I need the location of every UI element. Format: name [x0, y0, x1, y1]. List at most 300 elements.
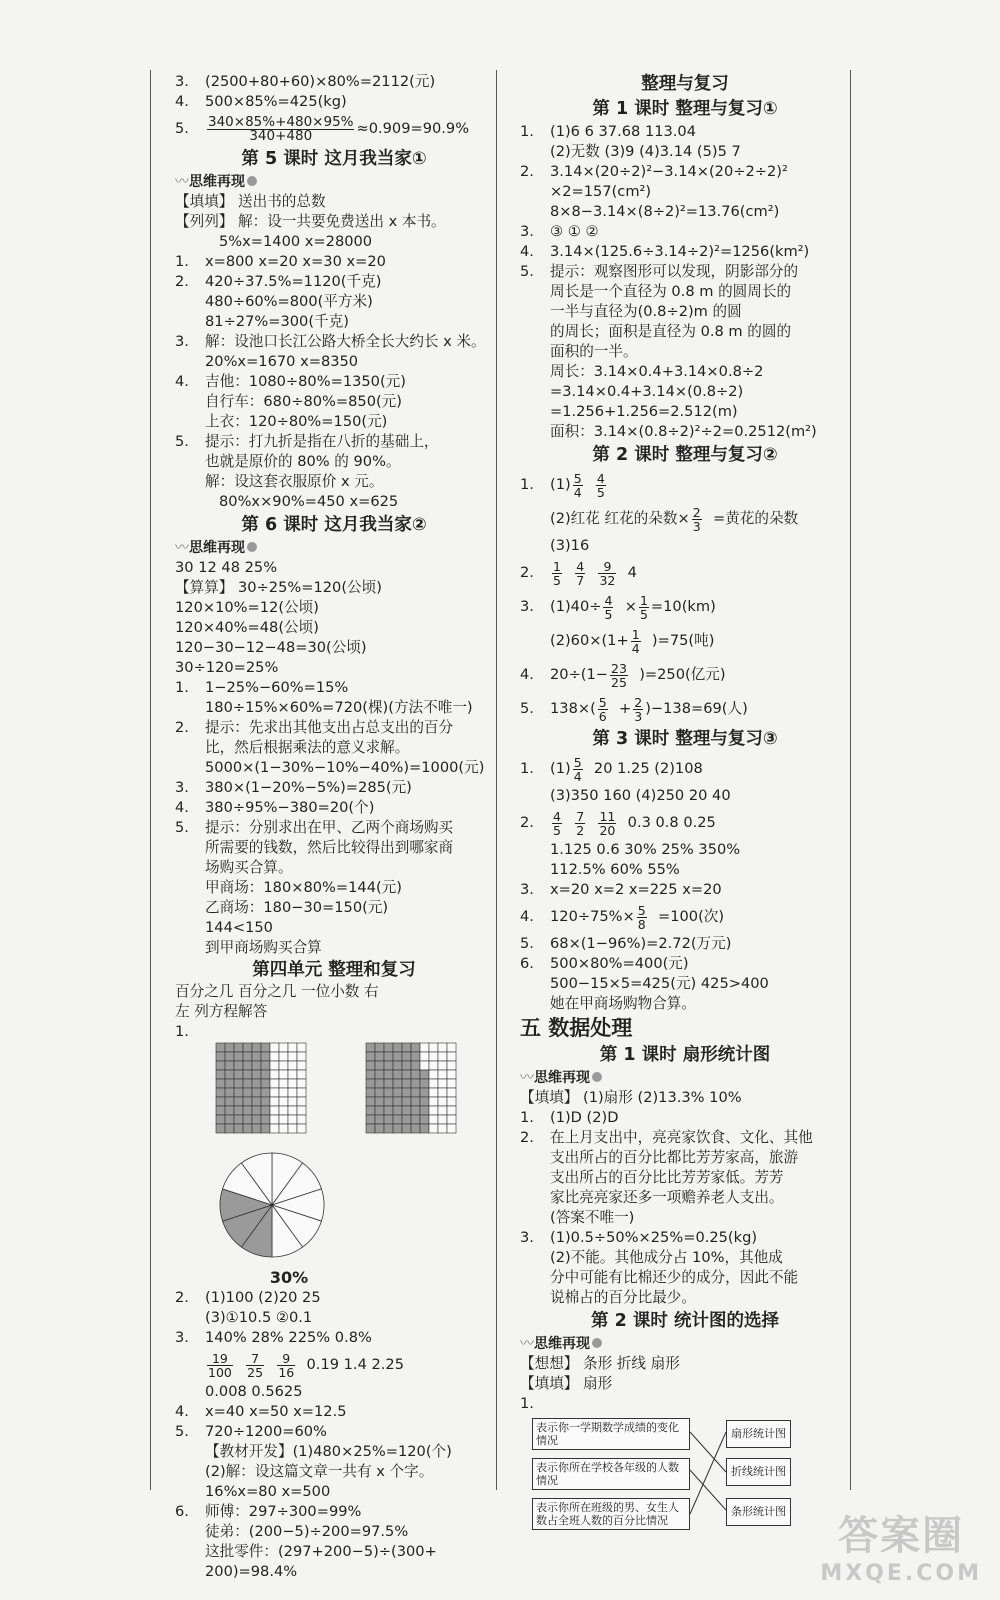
grid-cell: [261, 1088, 270, 1097]
item-number: 4.: [520, 908, 534, 925]
grid-cell: [279, 1097, 288, 1106]
denominator: 2: [576, 822, 585, 838]
think-review-heading: [175, 538, 493, 558]
hundred-grid-figures: [175, 1042, 493, 1142]
answer-item: [520, 934, 850, 954]
answer-line: 解：设这套衣服原价 x 元。: [205, 473, 384, 490]
ball-icon: [592, 1338, 602, 1348]
answer-item: [520, 1394, 850, 1414]
think-review-heading: [520, 1068, 850, 1088]
denominator: 5: [604, 606, 613, 622]
grid-cell: [429, 1070, 438, 1079]
answer-line: 112.5% 60% 55%: [550, 861, 680, 878]
grid-cell: [270, 1043, 279, 1052]
item-number: 2.: [520, 814, 534, 831]
item-number: 3.: [520, 1229, 534, 1246]
grid-cell: [216, 1115, 225, 1124]
item-text: 720÷1200=60%: [205, 1423, 327, 1440]
item-number: 2.: [520, 1129, 534, 1146]
answer-line: 【算算】 30÷25%=120(公顷): [175, 579, 382, 596]
grid-cell: [384, 1106, 393, 1115]
grid-cell: [279, 1088, 288, 1097]
fraction: [637, 904, 647, 931]
denominator: 340+480: [249, 127, 313, 144]
item-text: 提示：打九折是指在八折的基础上，: [205, 433, 439, 450]
grid-cell: [234, 1052, 243, 1061]
grid-cell: [234, 1079, 243, 1088]
answer-line: 这批零件：(297+200−5)÷(300+: [205, 1543, 437, 1560]
grid-cell: [393, 1052, 402, 1061]
grid-cell: [297, 1106, 306, 1115]
answer-item: [520, 752, 850, 786]
item-number: 5.: [520, 263, 534, 280]
grid-cell: [447, 1097, 456, 1106]
answer-item: [520, 1108, 850, 1128]
item-text: 420÷37.5%=1120(千克): [205, 273, 382, 290]
item-text: (2)60×(1+: [550, 632, 629, 649]
grid-cell: [234, 1088, 243, 1097]
grid-cell: [243, 1052, 252, 1061]
item-text: =黄花的朵数: [712, 510, 799, 527]
grid-cell: [243, 1097, 252, 1106]
grid-cell: [411, 1106, 420, 1115]
grid-cell: [297, 1097, 306, 1106]
grid-cell: [234, 1124, 243, 1133]
answer-line: 30 12 48 25%: [175, 559, 278, 576]
grid-cell: [225, 1079, 234, 1088]
answer-line: 甲商场：180×80%=144(元): [205, 879, 402, 896]
answer-line: (答案不唯一): [550, 1209, 635, 1226]
answer-item: [175, 718, 493, 738]
grid-cell: [270, 1079, 279, 1088]
grid-cell: [252, 1124, 261, 1133]
fraction: [575, 560, 585, 587]
grid-cell: [384, 1079, 393, 1088]
answer-item: [520, 122, 850, 142]
item-text: )−138=69(人): [645, 700, 748, 717]
grid-cell: [411, 1061, 420, 1070]
answer-line: 120−30−12−48=30(公顷): [175, 639, 367, 656]
ball-icon: [247, 542, 257, 552]
grid-cell: [297, 1061, 306, 1070]
grid-cell: [261, 1070, 270, 1079]
grid-cell: [279, 1124, 288, 1133]
answer-item: [520, 954, 850, 974]
grid-cell: [438, 1043, 447, 1052]
grid-cell: [234, 1043, 243, 1052]
answer-line: 说棉占的百分比最少。: [550, 1289, 696, 1306]
item-number: 2.: [520, 564, 534, 581]
answer-item: [520, 502, 850, 536]
grid-cell: [225, 1097, 234, 1106]
fraction: [207, 1352, 233, 1379]
numerator: 11: [599, 808, 616, 824]
item-text: 380÷95%−380=20(个): [205, 799, 375, 816]
think-review-heading: [175, 172, 493, 192]
grid-cell: [252, 1088, 261, 1097]
numerator: 2: [634, 694, 643, 710]
grid-cell: [216, 1052, 225, 1061]
answer-item: [175, 332, 493, 352]
grid-cell: [366, 1106, 375, 1115]
grid-cell: [243, 1088, 252, 1097]
numerator: 4: [576, 558, 585, 574]
item-number: 2.: [175, 273, 189, 290]
numerator: 5: [598, 694, 607, 710]
answer-line: 8×8−3.14×(8÷2)²=13.76(cm²): [550, 203, 780, 220]
think-review-label: 思维再现: [189, 174, 245, 190]
answer-line: 1.125 0.6 30% 25% 350%: [550, 841, 741, 858]
grid-cell: [243, 1106, 252, 1115]
grid-cell: [279, 1052, 288, 1061]
answer-line: 自行车：680÷80%=850(元): [205, 393, 402, 410]
lesson-title: 第 1 课时 扇形统计图: [599, 1045, 771, 1065]
item-text: 师傅：297÷300=99%: [205, 1503, 362, 1520]
grid-cell: [438, 1052, 447, 1061]
grid-cell: [384, 1052, 393, 1061]
answer-line: 【填填】 送出书的总数: [175, 193, 326, 210]
chapter-title: 五 数据处理: [520, 1016, 633, 1040]
right-answer-column: [520, 72, 850, 1536]
grid-cell: [216, 1079, 225, 1088]
grid-cell: [411, 1088, 420, 1097]
fraction: [598, 560, 616, 587]
grid-cell: [252, 1043, 261, 1052]
answer-item: [175, 1402, 493, 1422]
operator: +: [619, 700, 632, 717]
left-answer-column: [175, 72, 493, 1582]
swirl-icon: 〰: [520, 1336, 534, 1352]
grid-cell: [393, 1079, 402, 1088]
item-number: 1.: [520, 760, 534, 777]
column-divider-middle: [496, 70, 497, 1490]
grid-cell: [216, 1043, 225, 1052]
item-number: 1.: [175, 679, 189, 696]
grid-cell: [420, 1079, 429, 1088]
item-text: 500×85%=425(kg): [205, 93, 347, 110]
item-text: 120÷75%×: [550, 908, 635, 925]
grid-cell: [438, 1097, 447, 1106]
match-line: [690, 1470, 726, 1510]
think-review-heading: [520, 1334, 850, 1354]
answer-line: 乙商场：180−30=150(元): [205, 899, 389, 916]
think-review-label: 思维再现: [534, 1070, 590, 1086]
grid-cell: [384, 1043, 393, 1052]
grid-cell: [411, 1079, 420, 1088]
item-number: 3.: [520, 223, 534, 240]
grid-cell: [375, 1106, 384, 1115]
grid-cell: [375, 1079, 384, 1088]
numerator: 1: [639, 592, 648, 608]
fraction: [573, 472, 583, 499]
grid-cell: [243, 1061, 252, 1070]
fraction: [631, 628, 641, 655]
item-number: 1.: [520, 123, 534, 140]
unit-title: 整理与复习: [641, 74, 729, 94]
denominator: 32: [599, 572, 616, 588]
numerator: 1: [631, 626, 640, 642]
answer-line: 徒弟：(200−5)÷200=97.5%: [205, 1523, 409, 1540]
grid-cell: [270, 1106, 279, 1115]
item-text: 140% 28% 225% 0.8%: [205, 1329, 372, 1346]
grid-cell: [288, 1106, 297, 1115]
item-number: 3.: [175, 333, 189, 350]
lesson-title: 第 2 课时 整理与复习②: [592, 445, 778, 465]
answer-item: [175, 1502, 493, 1522]
grid-cell: [225, 1088, 234, 1097]
grid-cell: [252, 1079, 261, 1088]
match-lines: [520, 1414, 820, 1536]
grid-cell: [261, 1052, 270, 1061]
grid-cell: [393, 1115, 402, 1124]
item-number: 5.: [175, 433, 189, 450]
grid-cell: [420, 1061, 429, 1070]
lesson-title: 第 1 课时 整理与复习①: [592, 99, 778, 119]
grid-cell: [270, 1097, 279, 1106]
numerator: 7: [246, 1352, 264, 1366]
item-number: 1.: [175, 1023, 189, 1040]
grid-cell: [243, 1115, 252, 1124]
answer-line: 180÷15%×60%=720(棵)(方法不唯一): [205, 699, 473, 716]
item-text: 提示：先求出其他支出占总支出的百分: [205, 719, 454, 736]
answer-item: [520, 658, 850, 692]
numerator: 23: [611, 660, 627, 676]
grid-cell: [297, 1124, 306, 1133]
fraction: [598, 810, 616, 837]
fraction: [596, 472, 606, 499]
grid-cell: [429, 1043, 438, 1052]
grid-cell: [447, 1052, 456, 1061]
answer-line: 比，然后根据乘法的意义求解。: [205, 739, 410, 756]
answer-line: 支出所占的百分比比芳芳家低。芳芳: [550, 1169, 784, 1186]
item-text: 20÷(1−: [550, 666, 609, 683]
denominator: 25: [247, 1364, 264, 1380]
swirl-icon: 〰: [520, 1070, 534, 1086]
answer-item: [520, 624, 850, 658]
item-number: 4.: [520, 666, 534, 683]
answer-line: =1.256+1.256=2.512(m): [550, 403, 738, 420]
item-number: 5.: [175, 819, 189, 836]
answer-item: [175, 92, 493, 112]
grid-cell: [420, 1043, 429, 1052]
item-text: 380×(1−20%−5%)=285(元): [205, 779, 412, 796]
answer-line: 20%x=1670 x=8350: [205, 353, 359, 370]
answer-line: 所需要的钱数，然后比较得出到哪家商: [205, 839, 454, 856]
grid-cell: [234, 1097, 243, 1106]
grid-cell: [402, 1061, 411, 1070]
fraction: [598, 696, 608, 723]
grid-cell: [366, 1061, 375, 1070]
item-number: 4.: [175, 1403, 189, 1420]
item-text: 1−25%−60%=15%: [205, 679, 349, 696]
grid-cell: [447, 1115, 456, 1124]
match-chart-type-box: 条形统计图: [726, 1498, 791, 1526]
item-text: x=20 x=2 x=225 x=20: [550, 881, 722, 898]
numerator: 2: [692, 504, 701, 520]
answer-item: [175, 1328, 493, 1348]
item-number: 3.: [520, 881, 534, 898]
denominator: 5: [553, 822, 561, 838]
answer-line: 面积：3.14×(0.8÷2)²÷2=0.2512(m²): [550, 423, 817, 440]
grid-cell: [216, 1070, 225, 1079]
grid-cell: [279, 1115, 288, 1124]
match-chart-type-box: 折线统计图: [726, 1458, 791, 1486]
grid-cell: [438, 1124, 447, 1133]
grid-cell: [261, 1079, 270, 1088]
grid-cell: [447, 1070, 456, 1079]
ball-icon: [247, 176, 257, 186]
grid-cell: [243, 1124, 252, 1133]
grid-cell: [420, 1097, 429, 1106]
grid-cell: [261, 1106, 270, 1115]
grid-cell: [243, 1043, 252, 1052]
grid-cell: [402, 1052, 411, 1061]
item-text: 68×(1−96%)=2.72(万元): [550, 935, 732, 952]
grid-cell: [420, 1115, 429, 1124]
grid-cell: [366, 1088, 375, 1097]
answer-item: [520, 1128, 850, 1148]
answer-item: [520, 692, 850, 726]
swirl-icon: 〰: [175, 540, 189, 556]
answer-line: 周长：3.14×0.4+3.14×0.8÷2: [550, 363, 764, 380]
grid-cell: [216, 1088, 225, 1097]
answer-line: 周长是一个直径为 0.8 m 的圆周长的: [550, 283, 792, 300]
think-review-label: 思维再现: [189, 540, 245, 556]
grid-cell: [420, 1052, 429, 1061]
numerator: 5: [637, 902, 646, 918]
item-text: (2)红花 红花的朵数×: [550, 510, 690, 527]
denominator: 3: [634, 708, 643, 724]
fraction: [610, 662, 628, 689]
item-number: 6.: [175, 1503, 189, 1520]
grid-cell: [375, 1115, 384, 1124]
hundred-grid-a: [215, 1042, 307, 1134]
grid-cell: [384, 1070, 393, 1079]
grid-cell: [288, 1052, 297, 1061]
fraction: [692, 506, 702, 533]
grid-cell: [270, 1052, 279, 1061]
column-divider-left: [150, 70, 151, 1490]
answer-line: (3)①10.5 ②0.1: [205, 1309, 313, 1326]
answer-item: [175, 678, 493, 698]
answer-line: (2)解：设这篇文章一共有 x 个字。: [205, 1463, 434, 1480]
numerator: 9: [598, 560, 616, 574]
answer-item: [175, 72, 493, 92]
grid-cell: [411, 1115, 420, 1124]
grid-cell: [366, 1079, 375, 1088]
item-number: 4.: [175, 799, 189, 816]
grid-cell: [438, 1106, 447, 1115]
grid-cell: [420, 1124, 429, 1133]
grid-cell: [252, 1115, 261, 1124]
item-text: 20 1.25 (2)108: [593, 760, 703, 777]
grid-cell: [288, 1097, 297, 1106]
answer-line: 80%x×90%=450 x=625: [219, 493, 399, 510]
grid-cell: [384, 1061, 393, 1070]
fraction: [639, 594, 649, 621]
grid-cell: [288, 1043, 297, 1052]
item-text: (1): [550, 476, 571, 493]
answer-line: 面积的一半。: [550, 343, 638, 360]
item-text: 解：设池口长江公路大桥全长大约长 x 米。: [205, 333, 486, 350]
grid-cell: [234, 1106, 243, 1115]
fraction: [573, 756, 583, 783]
grid-cell: [288, 1088, 297, 1097]
grid-cell: [288, 1079, 297, 1088]
fraction: [246, 1352, 264, 1379]
item-text: 提示：观察图形可以发现，阴影部分的: [550, 263, 799, 280]
grid-cell: [438, 1115, 447, 1124]
item-number: 3.: [175, 1329, 189, 1346]
grid-cell: [225, 1124, 234, 1133]
answer-item: [520, 806, 850, 840]
grid-cell: [393, 1043, 402, 1052]
answer-line: 120×40%=48(公顷): [175, 619, 319, 636]
matching-exercise: [520, 1414, 850, 1536]
grid-cell: [261, 1124, 270, 1133]
unit-title: 第四单元 整理和复习: [252, 960, 416, 980]
item-number: 1.: [520, 1395, 534, 1412]
answer-line: 左 列方程解答: [175, 1003, 268, 1020]
answer-item: [175, 818, 493, 838]
item-number: 3.: [175, 779, 189, 796]
denominator: 5: [596, 484, 605, 500]
denominator: 6: [598, 708, 607, 724]
item-text: 4: [627, 564, 637, 581]
grid-cell: [366, 1070, 375, 1079]
grid-cell: [375, 1124, 384, 1133]
grid-cell: [447, 1088, 456, 1097]
item-number: 2.: [520, 163, 534, 180]
item-number: 6.: [520, 955, 534, 972]
item-text: 138×(: [550, 700, 596, 717]
answer-item: [175, 1422, 493, 1442]
denominator: 3: [692, 518, 701, 534]
item-text: =10(km): [650, 598, 716, 615]
match-line: [690, 1432, 726, 1472]
grid-cell: [216, 1061, 225, 1070]
item-number: 1.: [520, 1109, 534, 1126]
grid-cell: [234, 1070, 243, 1079]
grid-cell: [225, 1070, 234, 1079]
answer-line: 【想想】 条形 折线 扇形: [520, 1355, 680, 1372]
fraction: [575, 810, 585, 837]
item-number: 5.: [520, 700, 534, 717]
answer-line: 【列列】 解：设一共要免费送出 x 本书。: [175, 213, 446, 230]
grid-cell: [447, 1124, 456, 1133]
answer-item: [175, 432, 493, 452]
answer-line: 120×10%=12(公顷): [175, 599, 319, 616]
answer-line: 上衣：120÷80%=150(元): [205, 413, 388, 430]
answer-item: [520, 900, 850, 934]
grid-cell: [402, 1097, 411, 1106]
grid-cell: [288, 1070, 297, 1079]
grid-cell: [393, 1106, 402, 1115]
answer-line: (2)不能。其他成分占 10%，其他成: [550, 1249, 783, 1266]
answer-line: 0.008 0.5625: [205, 1383, 303, 1400]
pie-percent-label: 30%: [269, 1268, 309, 1287]
item-text: 提示：分别求出在甲、乙两个商场购买: [205, 819, 454, 836]
answer-item: [175, 252, 493, 272]
item-text: 500×80%=400(元): [550, 955, 689, 972]
grid-cell: [429, 1052, 438, 1061]
answer-line: 也就是原价的 80% 的 90%。: [205, 453, 401, 470]
grid-cell: [375, 1061, 384, 1070]
grid-cell: [447, 1106, 456, 1115]
item-number: 3.: [520, 598, 534, 615]
grid-cell: [297, 1043, 306, 1052]
grid-cell: [261, 1097, 270, 1106]
